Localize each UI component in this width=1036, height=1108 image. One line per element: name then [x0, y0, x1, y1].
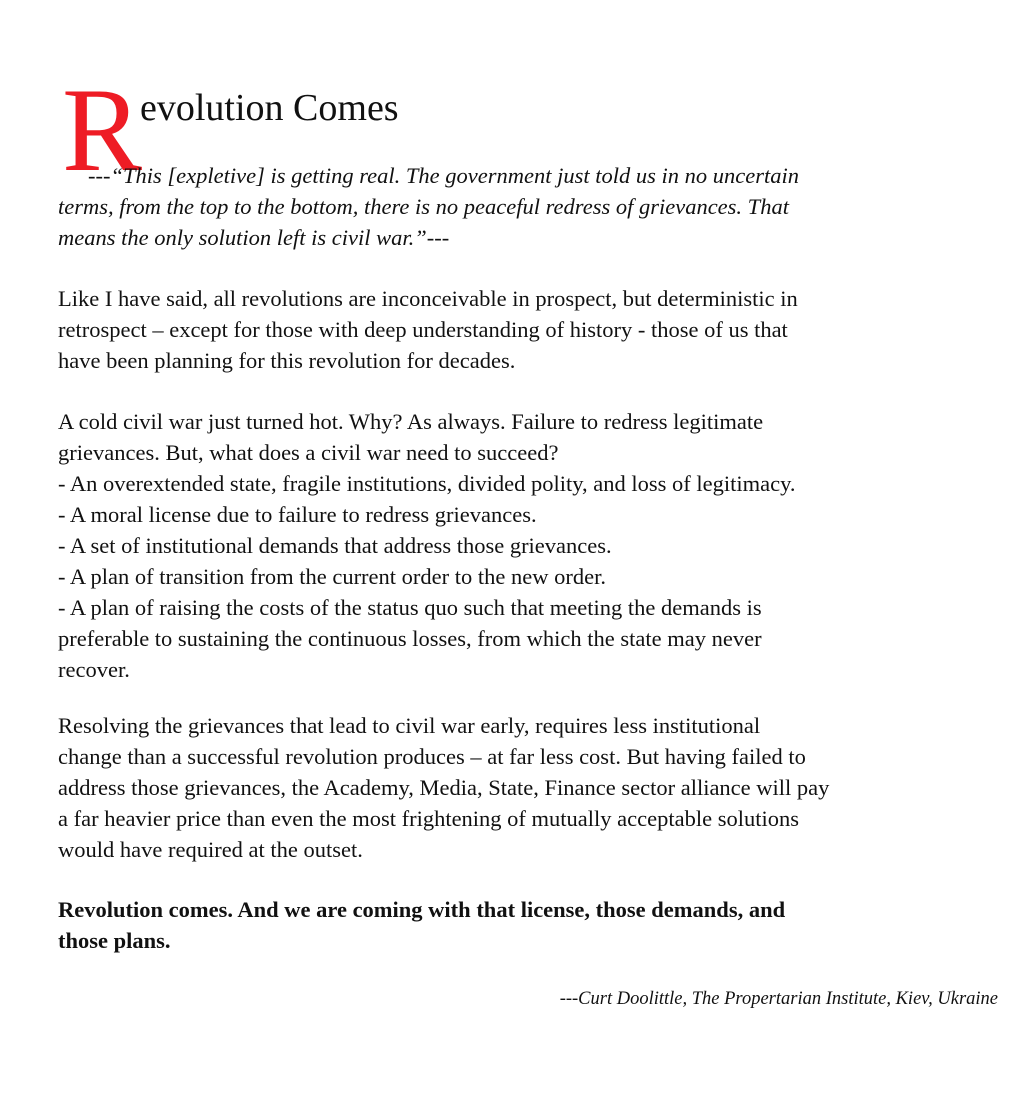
- paragraph-line: Revolution comes. And we are coming with that license, those demands, and: [58, 897, 786, 922]
- list-item: - A plan of transition from the current order to the new order.: [58, 564, 606, 589]
- epigraph: [58, 191, 1008, 253]
- paragraph-line: those plans.: [58, 928, 171, 953]
- list-item: - An overextended state, fragile institutions, divided polity, and loss of legitimacy.: [58, 471, 796, 496]
- paragraph-line: retrospect – except for those with deep understanding of history - those of us that: [58, 317, 788, 342]
- paragraph-line: change than a successful revolution produces – at far less cost. But having failed to: [58, 744, 806, 769]
- page-title: evolution Comes: [140, 87, 399, 129]
- closing-statement: [58, 894, 1018, 956]
- paragraph-line: address those grievances, the Academy, Media, State, Finance sector alliance will pay: [58, 775, 830, 800]
- list-item: - A set of institutional demands that address those grievances.: [58, 533, 612, 558]
- paragraph-line: would have required at the outset.: [58, 837, 363, 862]
- signature: ---Curt Doolittle, The Propertarian Institute, Kiev, Ukraine: [559, 989, 998, 1009]
- paragraph-line: have been planning for this revolution for decades.: [58, 348, 516, 373]
- paragraph-line: grievances. But, what does a civil war need to succeed?: [58, 440, 559, 465]
- paragraph-line: Resolving the grievances that lead to civil war early, requires less institutional: [58, 713, 761, 738]
- paragraph-line: A cold civil war just turned hot. Why? As always. Failure to redress legitimate: [58, 409, 764, 434]
- list-item: - A plan of raising the costs of the status quo such that meeting the demands is: [58, 595, 762, 620]
- paragraph-3: [58, 710, 1018, 865]
- paragraph-line: a far heavier price than even the most frightening of mutually acceptable solutions: [58, 806, 799, 831]
- paragraph-2: [58, 406, 1018, 685]
- epigraph-first-line: ---“This [expletive] is getting real. The government just told us in no uncertain: [88, 163, 799, 188]
- paragraph-line: Like I have said, all revolutions are inconceivable in prospect, but deterministic in: [58, 286, 798, 311]
- epigraph-line: terms, from the top to the bottom, there is no peaceful redress of grievances. That: [58, 194, 789, 219]
- epigraph-line: means the only solution left is civil war.”---: [58, 225, 450, 250]
- list-item: - A moral license due to failure to redress grievances.: [58, 502, 537, 527]
- dropcap-letter: R: [62, 63, 143, 196]
- paragraph-line: preferable to sustaining the continuous losses, from which the state may never: [58, 626, 762, 651]
- paragraph-line: recover.: [58, 657, 130, 682]
- paragraph-1: [58, 283, 1018, 376]
